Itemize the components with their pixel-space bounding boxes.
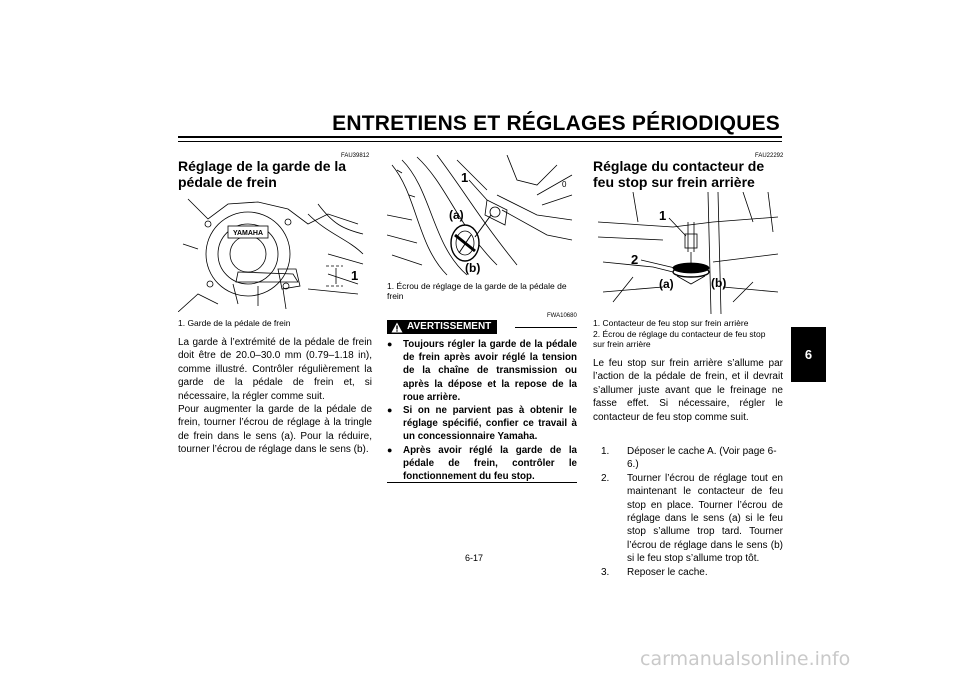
fig-label-1: 1 (351, 268, 359, 283)
direction-b-label: (b) (465, 261, 481, 275)
bullet-icon: ● (387, 444, 393, 455)
warning-header-rule (515, 327, 577, 328)
right-paragraph: Le feu stop sur frein arrière s’allume par l’action de la pédale de frein, et il devrait s’allumer juste avant que le freinage ne fasse effet. Si nécessaire, régler le contacteur de feu stop comme suit. (593, 358, 783, 423)
left-figure-caption: 1. Garde de la pédale de frein (178, 318, 291, 328)
header-rule-thin (178, 141, 782, 142)
direction-a-label: (a) (659, 277, 674, 291)
step-text: Déposer le cache A. (Voir page 6-6.) (627, 446, 777, 471)
step-number: 3. (601, 566, 610, 578)
fig-label-1: 1 (461, 170, 469, 185)
step-text: Tourner l’écrou de réglage tout en maintenant le contacteur de feu stop en place. Tourner l’écrou de réglage dans le sens (a) si le feu stop s’allume trop tard. Tourner l’écrou de réglage dans le sens (b) si le feu stop s’allume trop tôt. (627, 472, 783, 565)
procedure-steps (593, 445, 783, 579)
warning-bullet (387, 404, 577, 444)
chapter-tab: 6 (791, 327, 826, 382)
step-number: 1. (601, 446, 610, 457)
brake-adjust-nut-illustration (387, 155, 577, 277)
left-section-title: Réglage de la garde de la pédale de frein (178, 158, 347, 190)
warning-bullet (387, 444, 577, 484)
bullet-icon: ● (387, 339, 393, 349)
page-number: 6-17 (465, 553, 484, 563)
procedure-step (593, 472, 783, 566)
warning-label: AVERTISSEMENT (407, 321, 492, 332)
page-header-title: ENTRETIENS ET RÉGLAGES PÉRIODIQUES (332, 112, 780, 135)
svg-text:0: 0 (562, 180, 567, 189)
fig-label-2: 2 (631, 252, 639, 267)
warning-badge (387, 320, 497, 334)
fig-label-1: 1 (659, 208, 667, 223)
warning-bottom-rule (387, 482, 577, 483)
warning-bullet-text: Toujours régler la garde de la pédale de frein après avoir réglé la tension de la chaîne de transmission ou après la dépose et la repose de la roue arrière. (403, 339, 577, 403)
direction-a-label: (a) (449, 208, 464, 222)
step-number: 2. (601, 472, 610, 484)
bullet-icon: ● (387, 405, 393, 416)
warning-triangle-icon (391, 322, 403, 333)
right-figure-caption-1: 1. Contacteur de feu stop sur frein arrière (593, 318, 749, 328)
left-paragraph-1: La garde à l’extrémité de la pédale de frein doit être de 20.0–30.0 mm (0.79–1.18 in), comme illustré. Contrôler régulièrement la garde de la pédale de frein et, si nécessaire, la régler comme suit. (178, 337, 372, 402)
step-text: Reposer le cache. (627, 566, 708, 578)
left-paragraph-2: Pour augmenter la garde de la pédale de frein, tourner l’écrou de réglage à la tringle de frein dans le sens (a). Pour la réduire, tourner l’écrou de réglage dans le sens (b). (178, 404, 372, 456)
warning-code: FWA10680 (547, 313, 577, 319)
right-section-code: FAU22292 (755, 153, 784, 159)
procedure-step (593, 445, 783, 472)
brake-light-switch-illustration (593, 192, 783, 314)
left-section-code: FAU39812 (341, 153, 370, 159)
warning-bullet-text: Si on ne parvient pas à obtenir le réglage spécifié, confier ce travail à un concessionnaire Yamaha. (403, 405, 577, 443)
warning-bullet (387, 338, 577, 404)
procedure-step (593, 566, 783, 579)
brake-pedal-illustration (178, 194, 368, 312)
middle-figure-caption: 1. Écrou de réglage de la garde de la pédale de frein (387, 281, 567, 301)
watermark: carmanualsonline.info (640, 648, 851, 670)
right-section-title: Réglage du contacteur de feu stop sur frein arrière (593, 158, 765, 190)
warning-bullet-text: Après avoir réglé la garde de la pédale de frein, contrôler le fonctionnement du feu stop. (403, 444, 577, 483)
warning-bullets (387, 338, 577, 483)
direction-b-label: (b) (711, 276, 727, 290)
engine-brand-text: YAMAHA (232, 230, 264, 237)
header-rule-thick (178, 136, 782, 138)
right-figure-caption-2: 2. Écrou de réglage du contacteur de feu stop sur frein arrière (593, 329, 766, 349)
